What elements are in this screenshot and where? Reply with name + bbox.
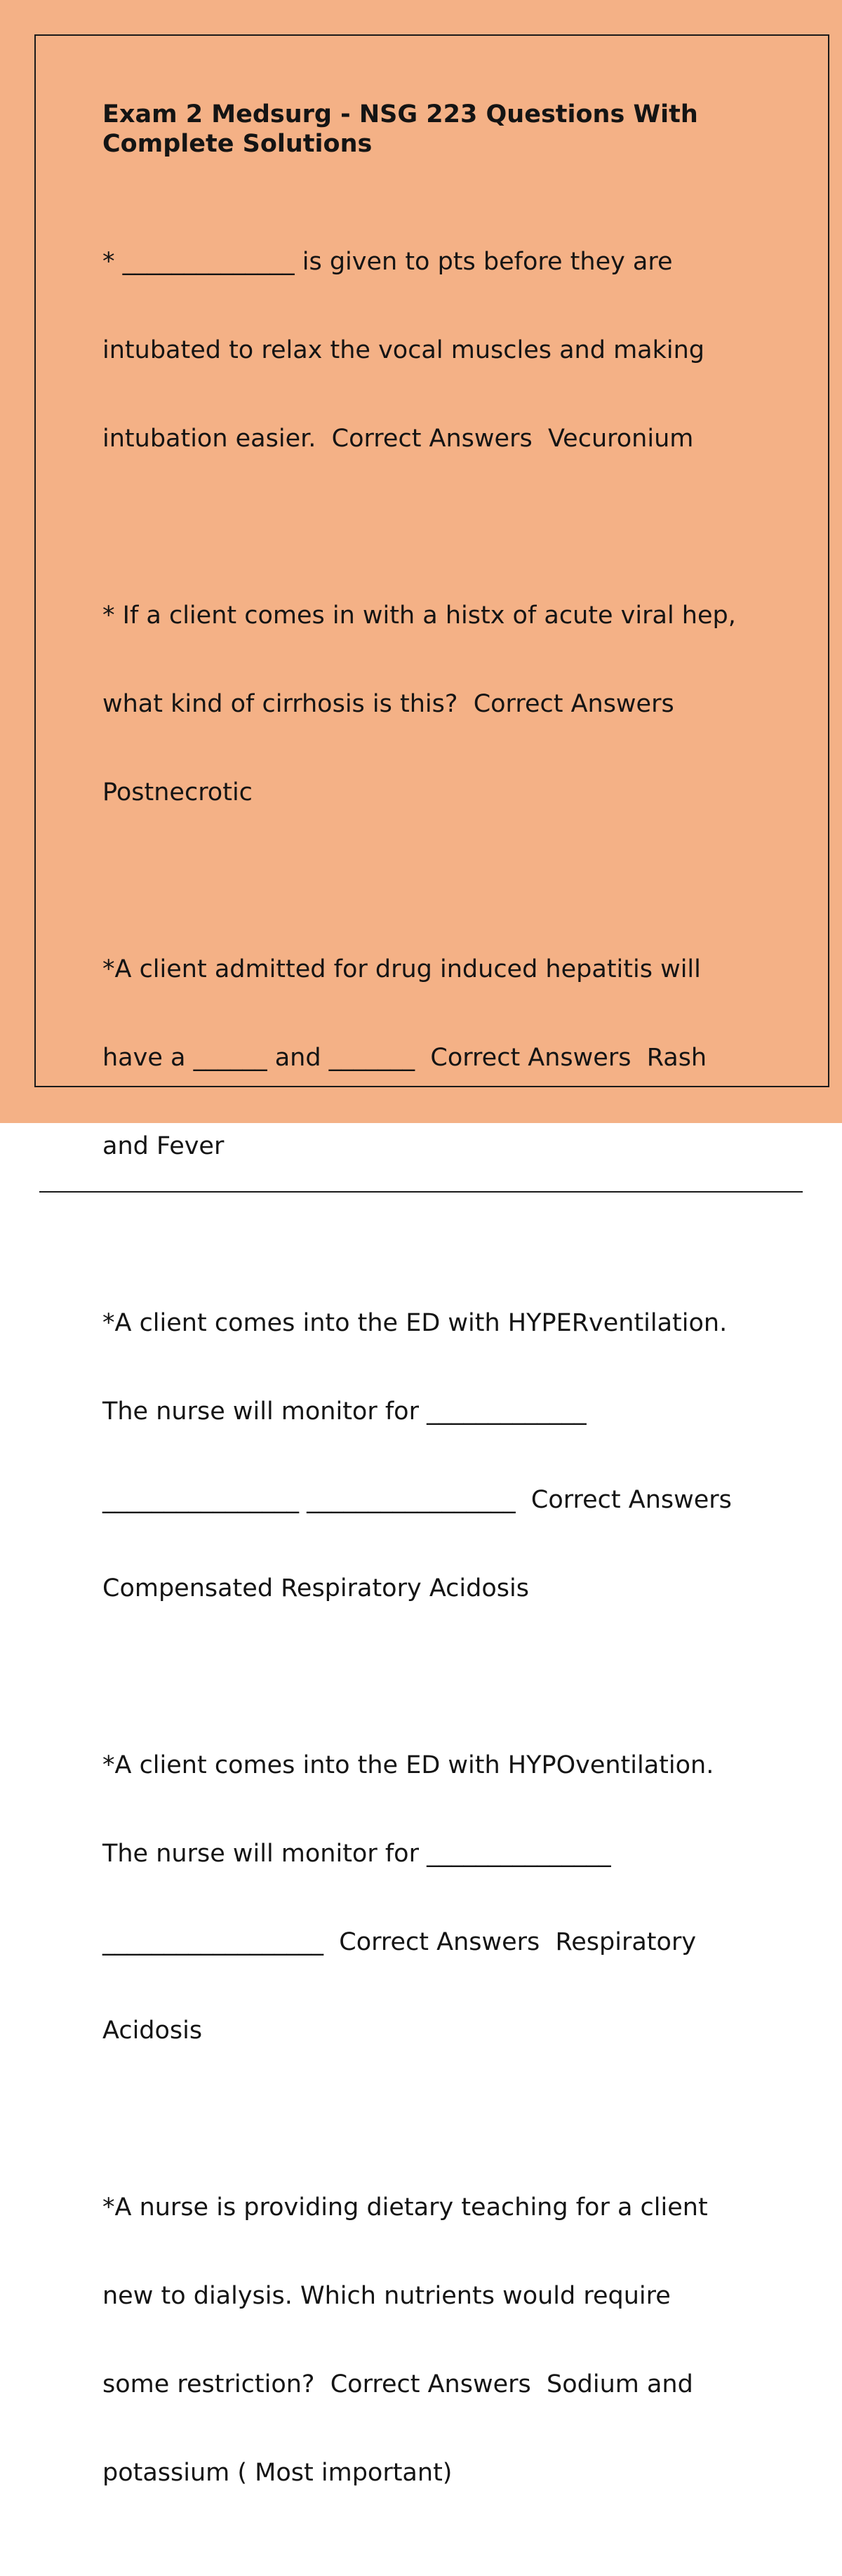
question-item <box>102 896 776 1220</box>
document-title <box>102 100 776 159</box>
question-text-line: ________________ _________________ Correct Answers <box>102 1486 732 1514</box>
question-text-line: Acidosis <box>102 2017 203 2045</box>
question-text-line: potassium ( Most important) <box>102 2459 453 2487</box>
document-content <box>102 100 776 2576</box>
question-text-line: have a ______ and _______ Correct Answers Rash <box>102 1044 707 1072</box>
document-title-line: Exam 2 Medsurg - NSG 223 Questions With <box>102 100 698 128</box>
question-item <box>102 1692 776 2104</box>
question-text-line: The nurse will monitor for _______________ <box>102 1840 611 1868</box>
question-text-line: *A client comes into the ED with HYPERventilation. <box>102 1309 728 1337</box>
question-text-line: The nurse will monitor for _____________ <box>102 1397 587 1426</box>
question-text-line: what kind of cirrhosis is this? Correct Answers <box>102 690 674 718</box>
question-text-line: *A client comes into the ED with HYPOventilation. <box>102 1751 714 1779</box>
question-text-line: intubation easier. Correct Answers Vecuronium <box>102 425 694 453</box>
document-title-line: Complete Solutions <box>102 130 373 158</box>
question-text-line: Compensated Respiratory Acidosis <box>102 1574 529 1602</box>
question-text-line: and Fever <box>102 1132 225 1160</box>
question-text-line: intubated to relax the vocal muscles and making <box>102 336 705 364</box>
question-text-line: some restriction? Correct Answers Sodium and <box>102 2370 693 2398</box>
question-text-line: * ______________ is given to pts before they are <box>102 248 673 276</box>
question-text-line: *A nurse is providing dietary teaching for a client <box>102 2193 708 2222</box>
question-item <box>102 2134 776 2547</box>
question-item <box>102 188 776 512</box>
question-text-line: new to dialysis. Which nutrients would require <box>102 2282 671 2310</box>
question-item <box>102 1249 776 1662</box>
question-item <box>102 542 776 866</box>
question-text-line: __________________ Correct Answers Respiratory <box>102 1928 697 1956</box>
question-text-line: *A client admitted for drug induced hepatitis will <box>102 955 701 983</box>
page-divider <box>39 1191 803 1193</box>
question-text-line: * If a client comes in with a histx of acute viral hep, <box>102 602 736 630</box>
question-text-line: Postnecrotic <box>102 778 253 806</box>
